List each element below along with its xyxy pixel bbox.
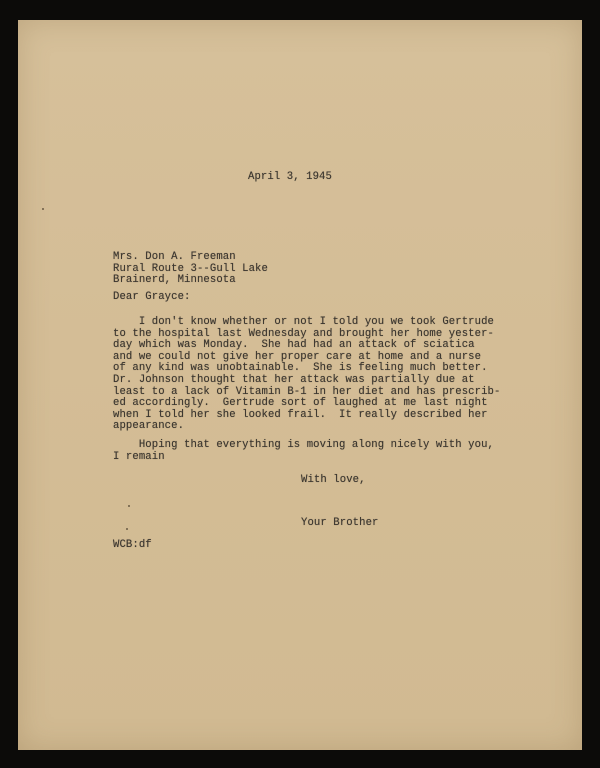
signature-line: Your Brother (301, 517, 379, 529)
paper-speck (128, 505, 130, 507)
recipient-address-line2: Brainerd, Minnesota (113, 274, 236, 287)
recipient-address-line1: Rural Route 3--Gull Lake (113, 262, 268, 275)
salutation: Dear Grayce: (113, 291, 191, 303)
paper-speck (126, 528, 128, 530)
closing-paragraph: Hoping that everything is moving along nicely with you, I remain (113, 439, 494, 463)
recipient-name: Mrs. Don A. Freeman (113, 251, 236, 263)
reference-initials: WCB:df (113, 539, 152, 551)
letter-body: I don't know whether or not I told you we took Gertrude to the hospital last Wednesday and brought her home yester- day which was Monday. She had had an attack of sciatica and we could not give her proper care at home and a nurse of any kind was unobtainable. She is feeling much better. Dr. Johnson thought that her attack was partially due at least to a lack of Vitamin B-1 in her diet and has prescrib- ed accordingly. Gertrude sort of laughed at me last night when I told her she looked frail. It really described her appearance. (113, 316, 501, 433)
complimentary-closing: With love, (301, 474, 366, 486)
letter-page (18, 20, 582, 750)
paper-speck (42, 208, 44, 210)
recipient-address (113, 252, 268, 287)
letter-date: April 3, 1945 (248, 171, 332, 183)
